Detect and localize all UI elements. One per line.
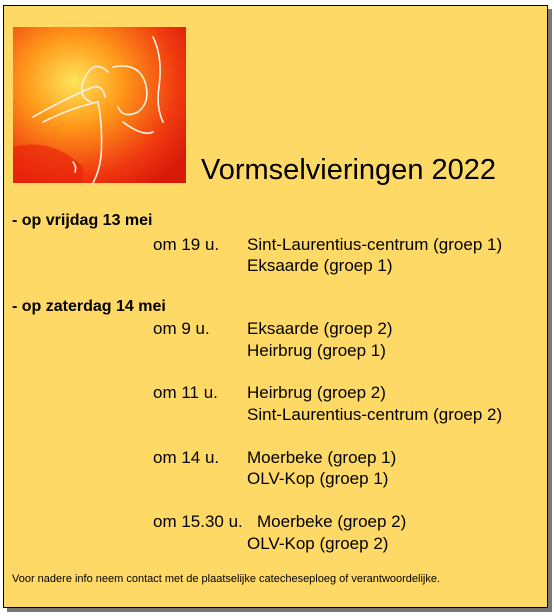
flyer-card <box>3 5 548 608</box>
location: Moerbeke (groep 2) <box>257 512 407 531</box>
day-saturday: - op zaterdag 14 mei <box>12 298 166 315</box>
day-friday: - op vrijdag 13 mei <box>12 212 153 229</box>
location: Sint-Laurentius-centrum (groep 1) <box>247 235 503 254</box>
location: Heirbrug (groep 2) <box>247 383 386 402</box>
location: Moerbeke (groep 1) <box>247 448 397 467</box>
time-slot: om 11 u. <box>153 383 218 402</box>
location: Eksaarde (groep 2) <box>247 319 393 338</box>
time-slot: om 14 u. <box>153 448 220 467</box>
footer-note: Voor nadere info neem contact met de plaatselijke catecheseploeg of verantwoordelijke. <box>12 573 441 585</box>
location: Eksaarde (groep 1) <box>247 256 393 275</box>
location: OLV-Kop (groep 2) <box>247 534 389 553</box>
time-slot: om 9 u. <box>153 319 210 338</box>
time-slot: om 19 u. <box>153 235 220 254</box>
confirmation-illustration <box>13 27 186 183</box>
location: Heirbrug (groep 1) <box>247 341 386 360</box>
location: OLV-Kop (groep 1) <box>247 469 389 488</box>
page-title: Vormselvieringen 2022 <box>201 154 497 186</box>
time-slot: om 15.30 u. <box>153 512 243 531</box>
laying-on-hands-icon <box>13 27 186 183</box>
location: Sint-Laurentius-centrum (groep 2) <box>247 405 503 424</box>
